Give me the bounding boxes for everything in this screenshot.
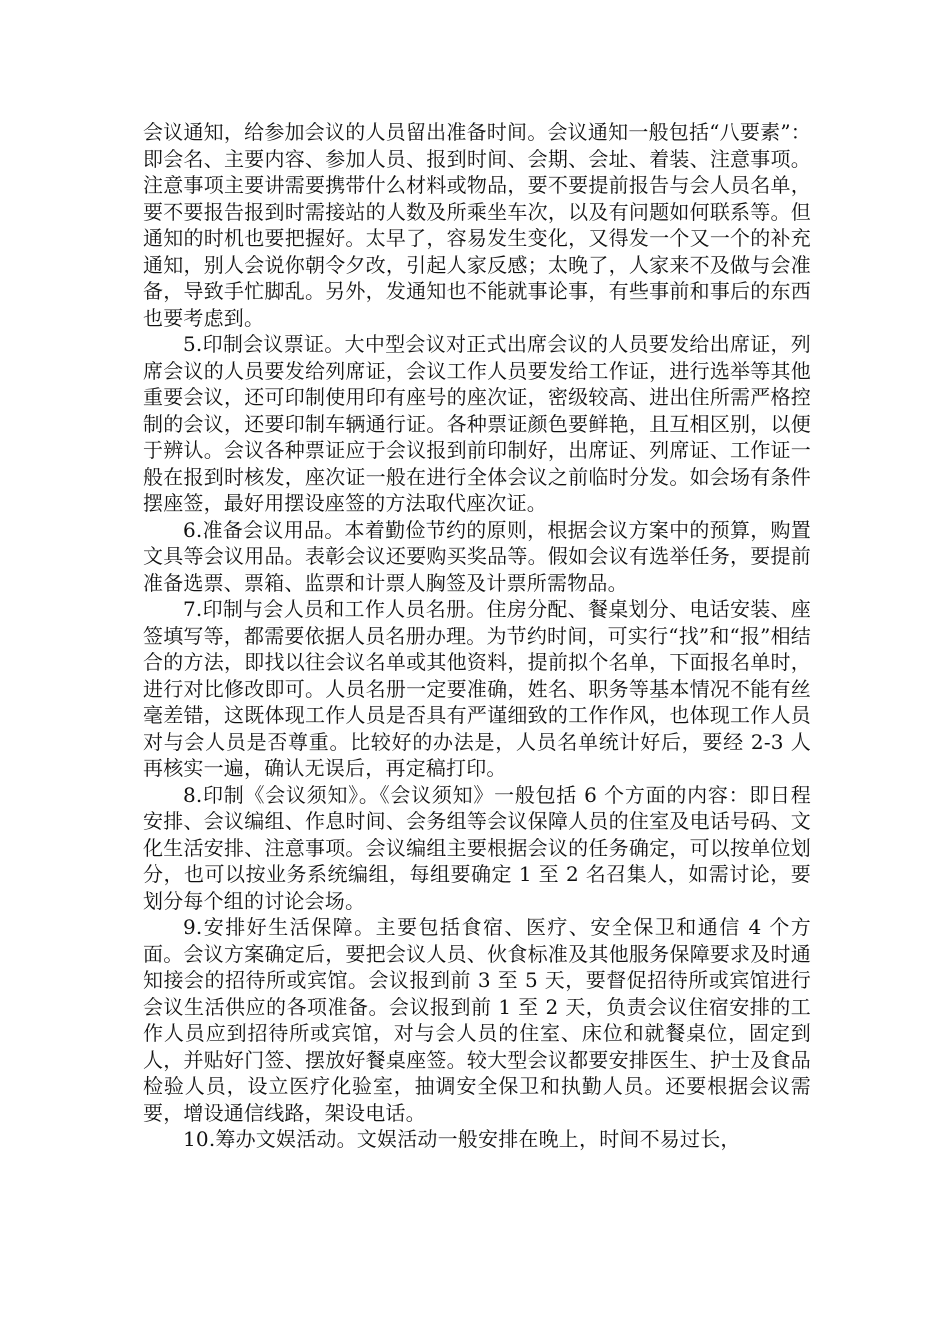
paragraph-item-5-tickets: 5.印制会议票证。大中型会议对正式出席会议的人员要发给出席证，列席会议的人员要发给列席证，会议工作人员要发给工作证，进行选举等其他重要会议，还可印制使用印有座号的座次证，密级较高、进出住所需严格控制的会议，还要印制车辆通行证。各种票证颜色要鲜艳，且互相区别，以便于辨认。会议各种票证应于会议报到前印制好，出席证、列席证、工作证一般在报到时核发，座次证一般在进行全体会议之前临时分发。如会场有条件摆座签，最好用摆设座签的方法取代座次证。	[143, 332, 811, 515]
paragraph-item-9-logistics: 9.安排好生活保障。主要包括食宿、医疗、安全保卫和通信 4 个方面。会议方案确定后，要把会议人员、伙食标准及其他服务保障要求及时通知接会的招待所或宾馆。会议报到前 3 至 5 天，要督促招待所或宾馆进行会议生活供应的各项准备。会议报到前 1 至 2 天，负责会议住宿安排的工作人员应到招待所或宾馆，对与会人员的住室、床位和就餐桌位，固定到人，并贴好门签、摆放好餐桌座签。较大型会议都要安排医生、护士及食品检验人员，设立医疗化验室，抽调安全保卫和执勤人员。还要根据会议需要，增设通信线路，架设电话。	[143, 915, 811, 1125]
paragraph-item-6-supplies: 6.准备会议用品。本着勤俭节约的原则，根据会议方案中的预算，购置文具等会议用品。表彰会议还要购买奖品等。假如会议有选举任务，要提前准备选票、票箱、监票和计票人胸签及计票所需物品。	[143, 517, 811, 595]
paragraph-item-10-entertainment: 10.筹办文娱活动。文娱活动一般安排在晚上，时间不易过长，	[183, 1127, 741, 1151]
paragraph-meeting-notice: 会议通知，给参加会议的人员留出准备时间。会议通知一般包括“八要素”：即会名、主要内容、参加人员、报到时间、会期、会址、着装、注意事项。注意事项主要讲需要携带什么材料或物品，要不要提前报告与会人员名单，要不要报告报到时需接站的人数及所乘坐车次，以及有问题如何联系等。但通知的时机也要把握好。太早了，容易发生变化，又得发一个又一个的补充通知，别人会说你朝令夕改，引起人家反感；太晚了，人家来不及做与会准备，导致手忙脚乱。另外，发通知也不能就事论事，有些事前和事后的东西也要考虑到。	[143, 120, 811, 330]
document-body	[143, 119, 811, 1153]
paragraph-item-7-roster: 7.印制与会人员和工作人员名册。住房分配、餐桌划分、电话安装、座签填写等，都需要依据人员名册办理。为节约时间，可实行“找”和“报”相结合的方法，即找以往会议名单或其他资料，提前拟个名单，下面报名单时，进行对比修改即可。人员名册一定要准确，姓名、职务等基本情况不能有丝毫差错，这既体现工作人员是否具有严谨细致的工作作风，也体现工作人员对与会人员是否尊重。比较好的办法是，人员名单统计好后，要经 2-3 人再核实一遍，确认无误后，再定稿打印。	[143, 597, 811, 780]
paragraph-item-8-guide: 8.印制《会议须知》。《会议须知》一般包括 6 个方面的内容：即日程安排、会议编组、作息时间、会务组等会议保障人员的住室及电话号码、文化生活安排、注意事项。会议编组主要根据会议的任务确定，可以按单位划分，也可以按业务系统编组，每组要确定 1 至 2 名召集人，如需讨论，要划分每个组的讨论会场。	[143, 782, 811, 913]
